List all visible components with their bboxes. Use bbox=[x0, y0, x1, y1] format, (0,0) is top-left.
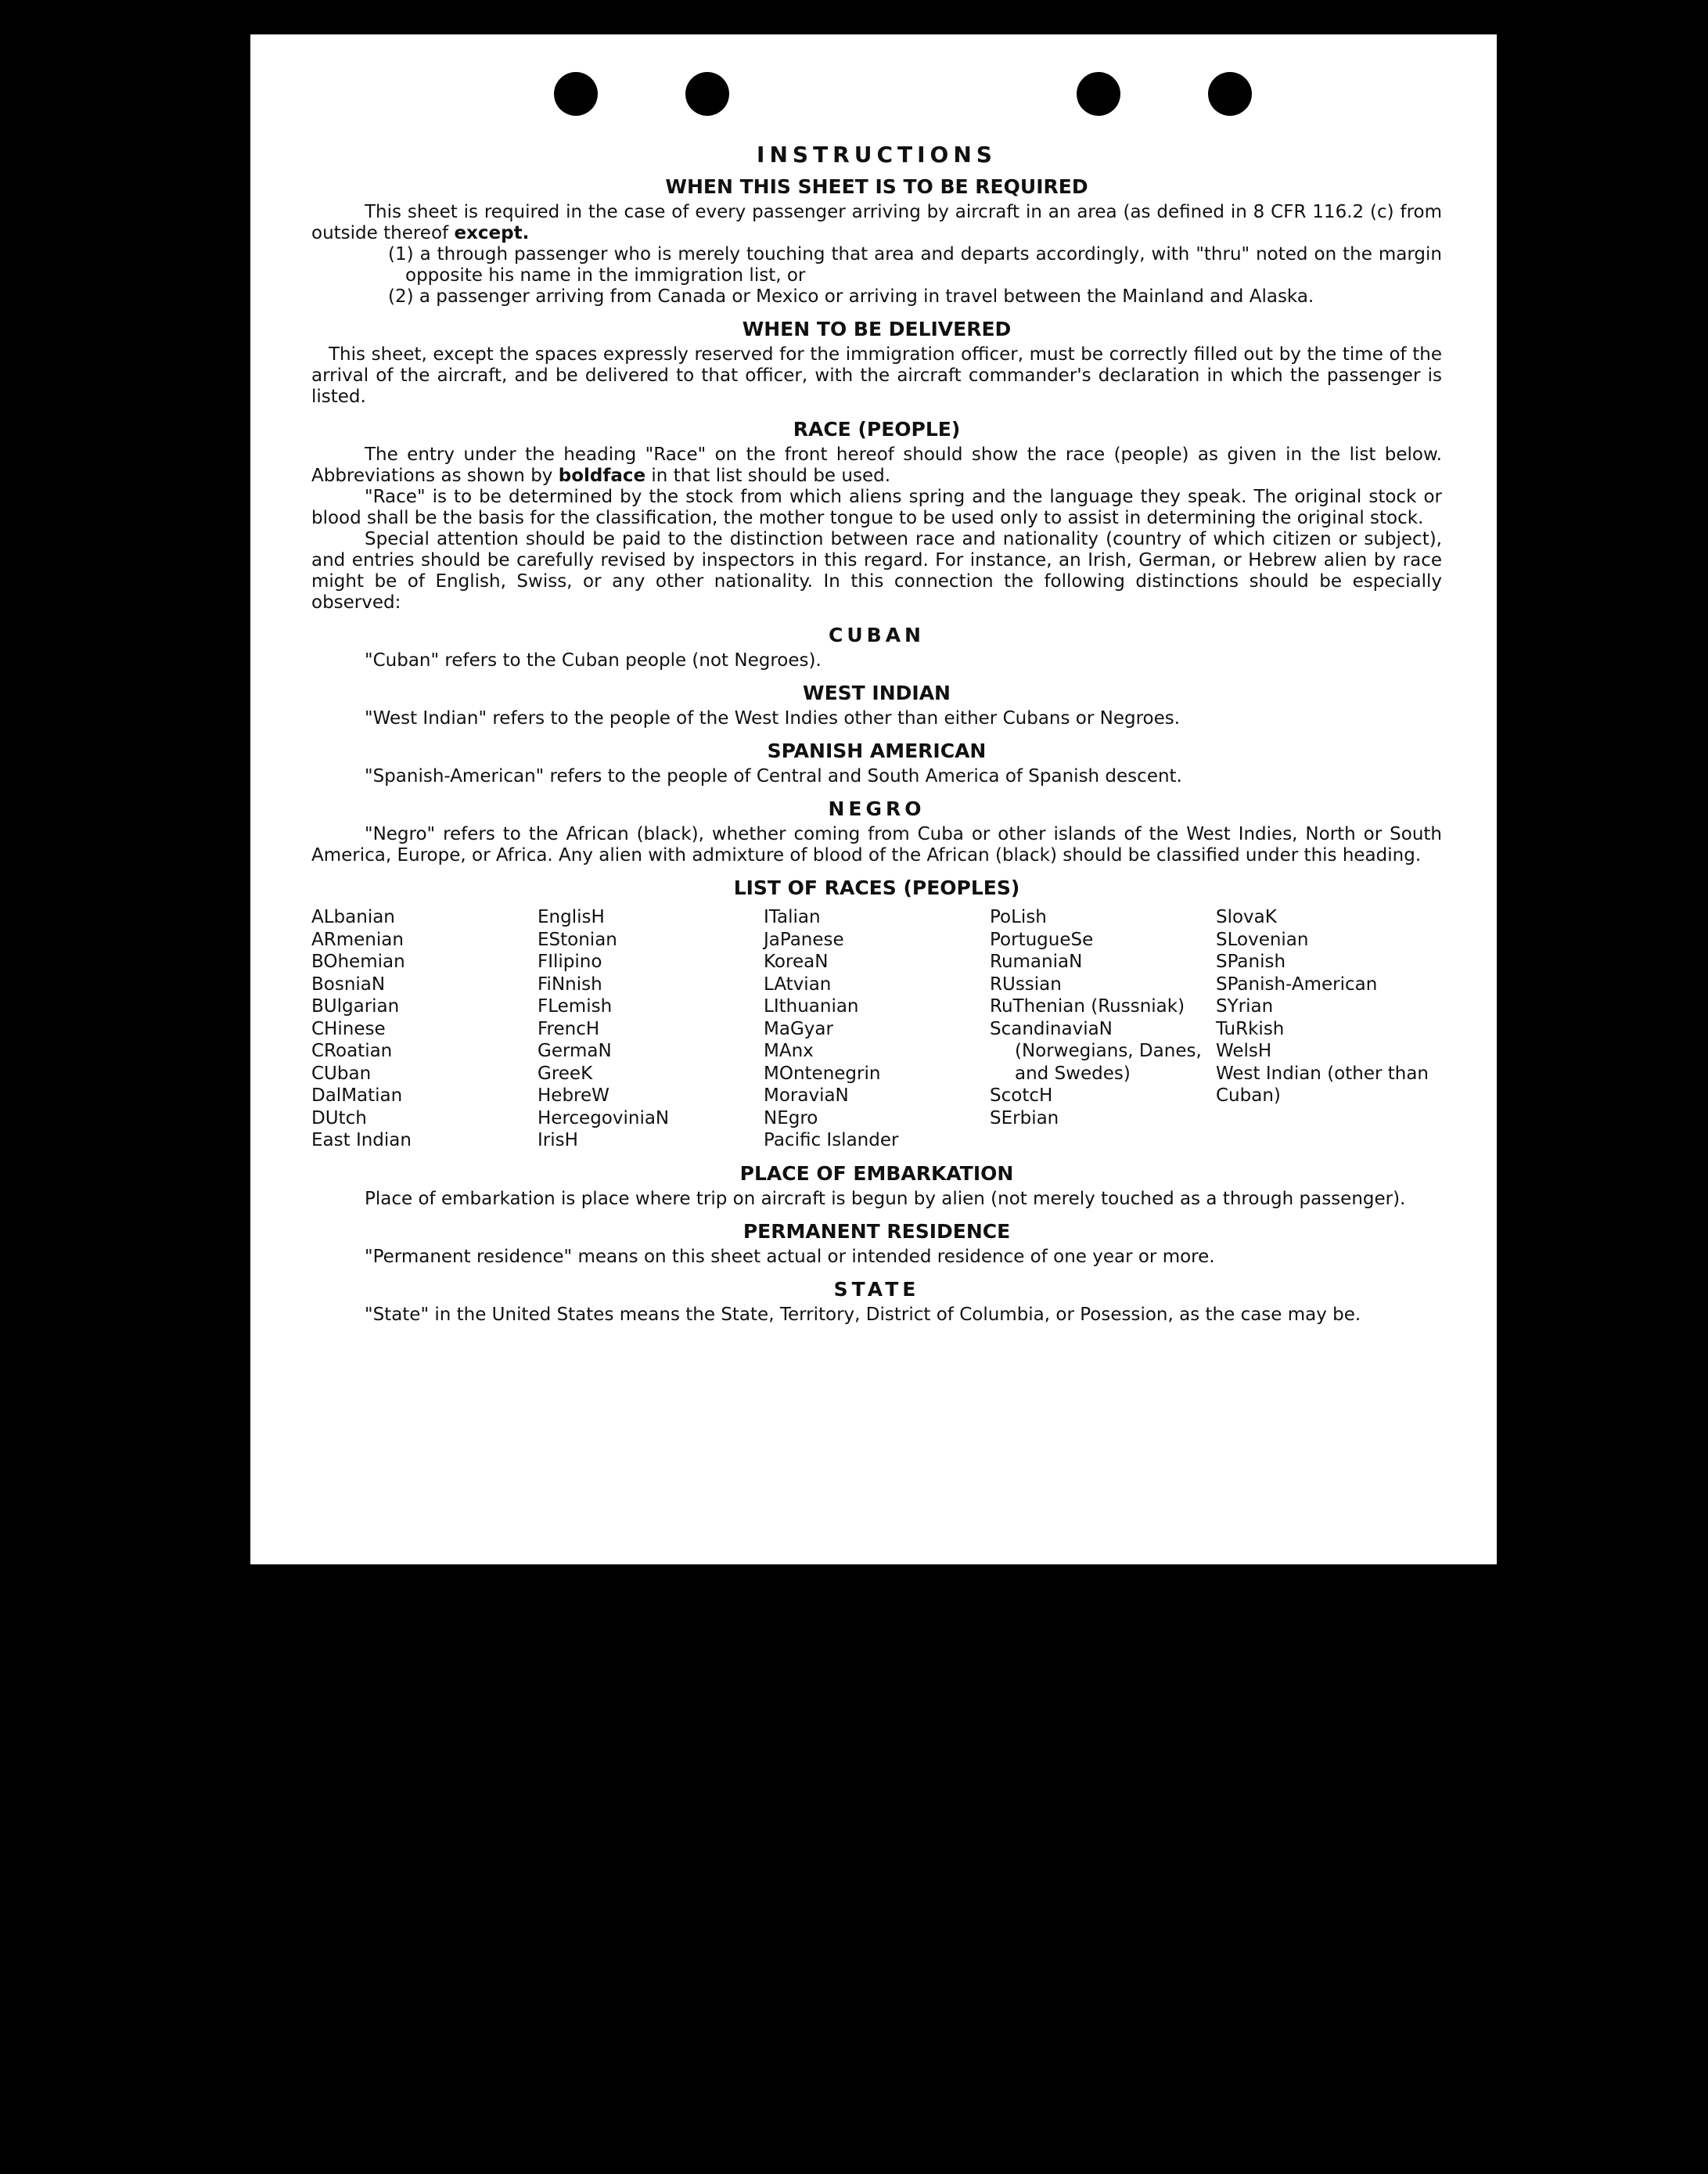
races-column bbox=[1216, 906, 1442, 1152]
list-item: Pacific Islander bbox=[764, 1130, 899, 1150]
list-item: DUtch bbox=[311, 1107, 367, 1128]
list-item: NEgro bbox=[764, 1107, 818, 1128]
list-item: JaPanese bbox=[764, 929, 844, 950]
list-item: (1) a through passenger who is merely touching that area and departs accordingly, with "thru" noted on the margin opposite his name in the immigration list, or bbox=[388, 244, 1442, 286]
list-item: West Indian (other than Cuban) bbox=[1216, 1063, 1429, 1106]
list-item: FrencH bbox=[538, 1018, 600, 1039]
list-item: CUban bbox=[311, 1063, 372, 1084]
punch-hole bbox=[554, 72, 598, 116]
paragraph: "Negro" refers to the African (black), whether coming from Cuba or other islands of the West Indies, North or South America, Europe, or Africa. Any alien with admixture of blood of the African (black) should be classified under this heading. bbox=[311, 824, 1442, 866]
list-item: HebreW bbox=[538, 1085, 609, 1106]
paragraph: "Race" is to be determined by the stock from which aliens spring and the language they speak. The original stock or blood shall be the basis for the classification, the mother tongue to be used only to assist in determining the original stock. bbox=[311, 487, 1442, 528]
list-item: GreeK bbox=[538, 1063, 593, 1084]
paragraph: "West Indian" refers to the people of the West Indies other than either Cubans or Negroes. bbox=[365, 708, 1181, 729]
list-item: BUlgarian bbox=[311, 996, 400, 1017]
list-item: SLovenian bbox=[1216, 929, 1309, 950]
list-item: (2) a passenger arriving from Canada or Mexico or arriving in travel between the Mainland and Alaska. bbox=[388, 286, 1314, 307]
list-item: SPanish-American bbox=[1216, 974, 1378, 995]
list-item: ALbanian bbox=[311, 907, 395, 927]
section-heading-west-indian: WEST INDIAN bbox=[803, 682, 951, 704]
paragraph: Place of embarkation is place where trip on aircraft is begun by alien (not merely touched as a through passenger). bbox=[365, 1188, 1406, 1209]
section-heading-spanish-american: SPANISH AMERICAN bbox=[767, 740, 987, 762]
races-column bbox=[538, 906, 764, 1152]
punch-hole bbox=[685, 72, 729, 116]
list-item: SYrian bbox=[1216, 996, 1274, 1017]
document-body bbox=[311, 144, 1442, 1326]
races-list bbox=[311, 906, 1442, 1152]
list-item: FLemish bbox=[538, 996, 613, 1017]
section-heading-race: RACE (PEOPLE) bbox=[793, 418, 961, 441]
list-item: PortugueSe bbox=[990, 929, 1094, 950]
list-item: MOntenegrin bbox=[764, 1063, 881, 1084]
section-heading-when-delivered: WHEN TO BE DELIVERED bbox=[742, 318, 1012, 340]
list-item: LAtvian bbox=[764, 974, 832, 995]
list-item: LIthuanian bbox=[764, 996, 859, 1017]
list-item: DalMatian bbox=[311, 1085, 403, 1106]
paragraph: "Permanent residence" means on this sheet actual or intended residence of one year or more. bbox=[365, 1246, 1215, 1267]
list-item: MoraviaN bbox=[764, 1085, 849, 1106]
list-item: IrisH bbox=[538, 1130, 578, 1150]
section-heading-list-of-races: LIST OF RACES (PEOPLES) bbox=[733, 876, 1020, 899]
list-item: ScotcH bbox=[990, 1085, 1053, 1106]
document-title: INSTRUCTIONS bbox=[757, 142, 997, 167]
list-item: RuThenian (Russniak) bbox=[990, 996, 1185, 1017]
races-column bbox=[990, 906, 1216, 1152]
list-item: FiNnish bbox=[538, 974, 602, 995]
list-item: ITalian bbox=[764, 907, 821, 927]
section-heading-embarkation: PLACE OF EMBARKATION bbox=[739, 1161, 1014, 1185]
punch-hole bbox=[1077, 72, 1120, 116]
list-item: EnglisH bbox=[538, 907, 605, 927]
list-item: WelsH bbox=[1216, 1041, 1272, 1061]
list-item: CHinese bbox=[311, 1018, 386, 1039]
list-item: GermaN bbox=[538, 1041, 612, 1061]
list-item: PoLish bbox=[990, 907, 1047, 927]
list-item: SErbian bbox=[990, 1107, 1059, 1128]
paragraph: The entry under the heading "Race" on the front hereof should show the race (people) as given in the list below. Abbreviations as shown by boldface in that list should be used. bbox=[311, 445, 1442, 486]
list-item: ScandinaviaN bbox=[990, 1018, 1113, 1039]
list-item: TuRkish bbox=[1216, 1018, 1285, 1039]
list-item: EStonian bbox=[538, 929, 617, 950]
document-sheet bbox=[250, 34, 1497, 1564]
list-item: (Norwegians, Danes, and Swedes) bbox=[1015, 1041, 1202, 1084]
list-item: MAnx bbox=[764, 1041, 814, 1061]
paragraph: "State" in the United States means the State, Territory, District of Columbia, or Posession, as the case may be. bbox=[365, 1304, 1361, 1325]
paragraph: This sheet, except the spaces expressly reserved for the immigration officer, must be correctly filled out by the time of the arrival of the aircraft, and be delivered to that officer, with the aircraft commander's declaration in which the passenger is listed. bbox=[311, 344, 1442, 407]
list-item: SPanish bbox=[1216, 952, 1286, 972]
section-heading-cuban: CUBAN bbox=[829, 624, 925, 646]
paragraph: Special attention should be paid to the distinction between race and nationality (country of which citizen or subject), and entries should be carefully revised by inspectors in this regard. For instance, an Irish, German, or Hebrew alien by race might be of English, Swiss, or any other nationality. In this connection the following distinctions should be especially observed: bbox=[311, 529, 1442, 613]
list-item: KoreaN bbox=[764, 952, 829, 972]
list-item: ARmenian bbox=[311, 929, 404, 950]
races-column bbox=[764, 906, 990, 1152]
section-heading-residence: PERMANENT RESIDENCE bbox=[743, 1219, 1011, 1243]
paragraph: This sheet is required in the case of every passenger arriving by aircraft in an area (as defined in 8 CFR 116.2 (c) from outside thereof except. bbox=[311, 202, 1442, 243]
punch-hole bbox=[1208, 72, 1252, 116]
list-item: RUssian bbox=[990, 974, 1062, 995]
list-item: BOhemian bbox=[311, 952, 405, 972]
list-item: CRoatian bbox=[311, 1041, 393, 1061]
list-item: SlovaK bbox=[1216, 907, 1277, 927]
races-column bbox=[311, 906, 538, 1152]
list-item: HercegoviniaN bbox=[538, 1107, 670, 1128]
list-item: BosniaN bbox=[311, 974, 386, 995]
list-item: RumaniaN bbox=[990, 952, 1083, 972]
section-heading-negro: NEGRO bbox=[828, 797, 926, 820]
list-item: FIlipino bbox=[538, 952, 602, 972]
section-heading-state: STATE bbox=[833, 1277, 920, 1301]
section-heading-when-required: WHEN THIS SHEET IS TO BE REQUIRED bbox=[665, 175, 1088, 198]
list-item: MaGyar bbox=[764, 1018, 833, 1039]
paragraph: "Cuban" refers to the Cuban people (not Negroes). bbox=[365, 650, 822, 671]
paragraph: "Spanish-American" refers to the people of Central and South America of Spanish descent. bbox=[365, 766, 1182, 786]
list-item: East Indian bbox=[311, 1130, 412, 1150]
